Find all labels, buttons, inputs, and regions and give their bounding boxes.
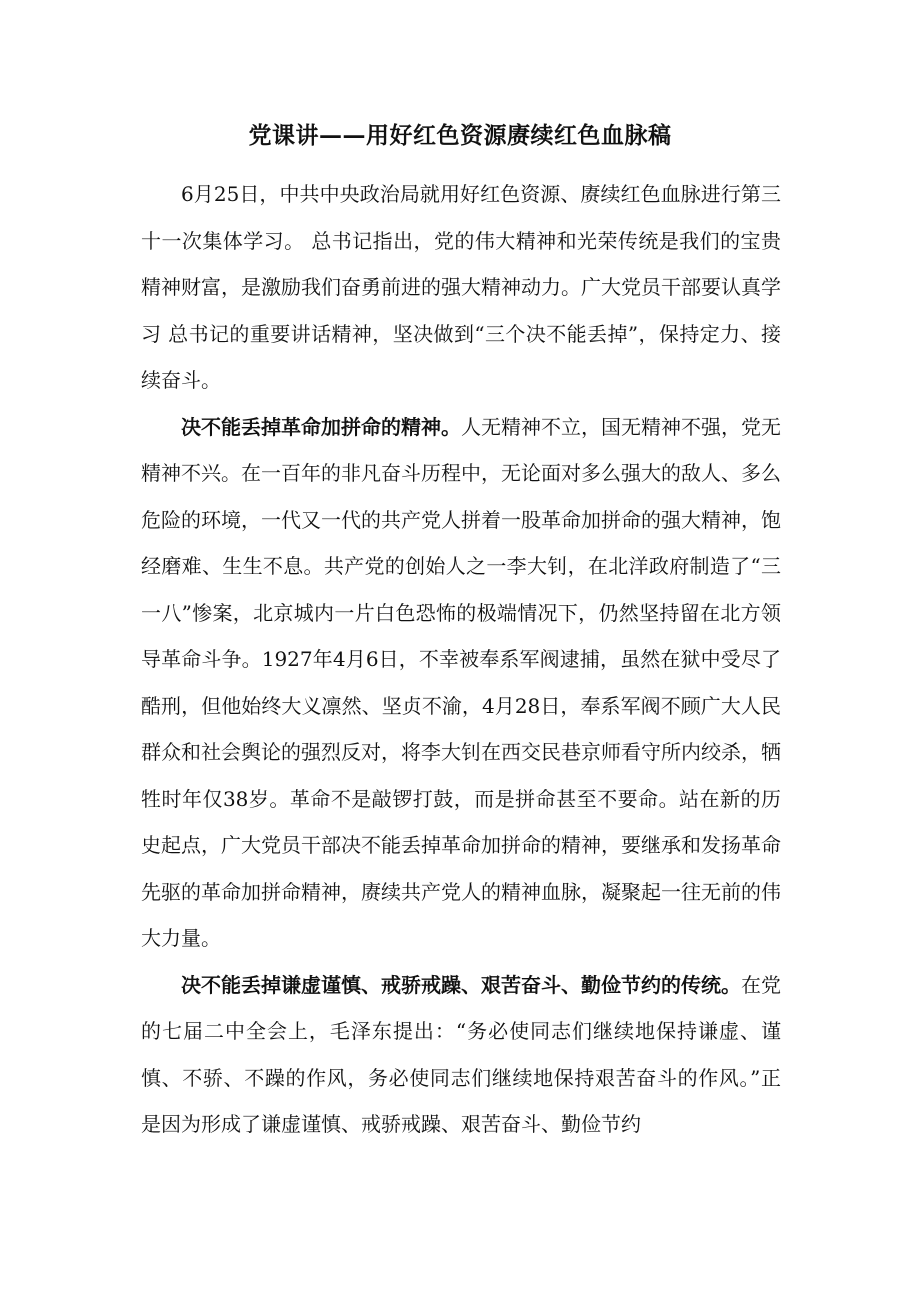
document-body [141, 171, 781, 1148]
paragraph-revolutionary-spirit [141, 404, 781, 962]
paragraph-text: 人无精神不立，国无精神不强，党无精神不兴。在一百年的非凡奋斗历程中，无论面对多么强大的敌人、多么危险的环境，一代又一代的共产党人拼着一股革命加拼命的强大精神，饱经磨难、生生不息。共产党的创始人之一李大钊，在北洋政府制造了“三一八”惨案，北京城内一片白色恐怖的极端情况下，仍然坚持留在北方领导革命斗争。1927年4月6日，不幸被奉系军阀逮捕，虽然在狱中受尽了酷刑，但他始终大义凛然、坚贞不渝，4月28日，奉系军阀不顾广大人民群众和社会舆论的强烈反对，将李大钊在西交民巷京师看守所内绞杀，牺牲时年仅38岁。革命不是敲锣打鼓，而是拼命甚至不要命。站在新的历史起点，广大党员干部决不能丢掉革命加拼命的精神，要继承和发扬革命先驱的革命加拼命精神，赓续共产党人的精神血脉，凝聚起一往无前的伟大力量。 [141, 414, 781, 950]
paragraph-text: 在党的七届二中全会上，毛泽东提出：“务必使同志们继续地保持谦虚、谨慎、不骄、不躁的作风，务必使同志们继续地保持艰苦奋斗的作风。”正是因为形成了谦虚谨慎、戒骄戒躁、艰苦奋斗、勤俭节约 [141, 972, 781, 1136]
document-title: 党课讲——用好红色资源赓续红色血脉稿 [248, 122, 672, 149]
paragraph-lead: 决不能丢掉革命加拼命的精神。 [181, 414, 461, 439]
paragraph-text: 6月25日，中共中央政治局就用好红色资源、赓续红色血脉进行第三十一次集体学习。 总书记指出，党的伟大精神和光荣传统是我们的宝贵精神财富，是激励我们奋勇前进的强大精神动力。广大党员干部要认真学习 总书记的重要讲话精神，坚决做到“三个决不能丢掉”，保持定力、接续奋斗。 [141, 182, 781, 392]
paragraph-intro [141, 171, 781, 404]
paragraph-lead: 决不能丢掉谦虚谨慎、戒骄戒躁、艰苦奋斗、勤俭节约的传统。 [181, 972, 741, 997]
paragraph-modesty-tradition [141, 962, 781, 1148]
